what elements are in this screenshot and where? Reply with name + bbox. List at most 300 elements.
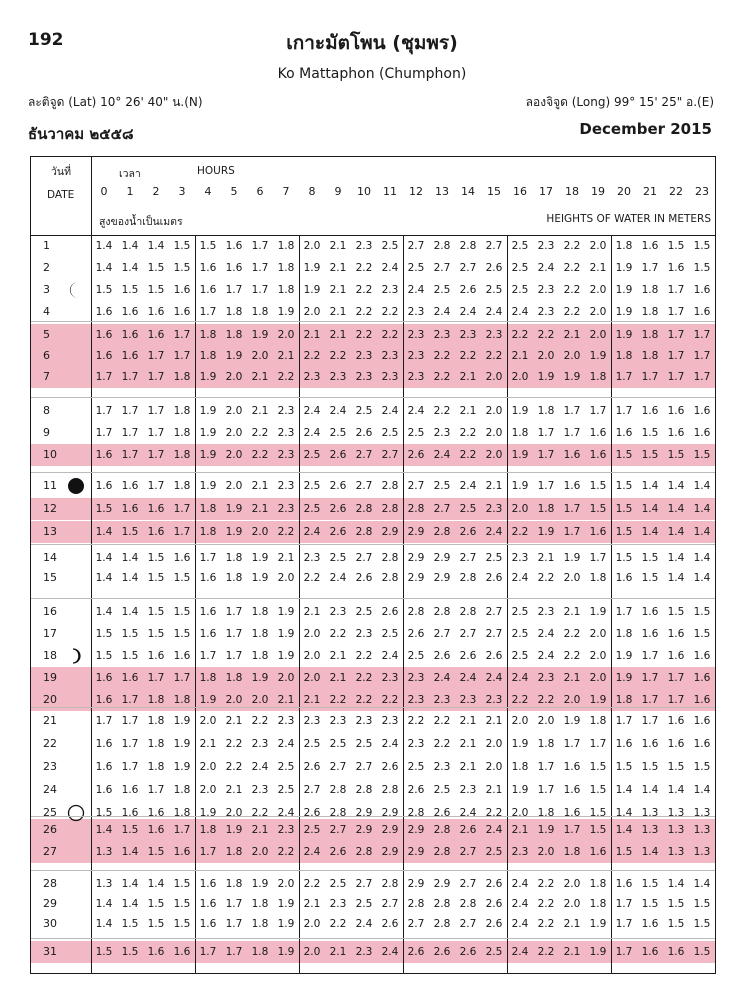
water-height-cell: 2.8 — [355, 846, 373, 858]
tide-table — [30, 156, 716, 974]
water-height-cell: 1.8 — [251, 628, 269, 640]
water-height-cell: 1.7 — [95, 405, 113, 417]
water-height-cell: 2.7 — [355, 878, 373, 890]
water-height-cell: 1.4 — [147, 240, 165, 252]
water-height-cell: 1.3 — [95, 878, 113, 890]
water-height-cell: 1.8 — [251, 946, 269, 958]
water-height-cell: 1.6 — [615, 572, 633, 584]
water-height-cell: 1.6 — [95, 672, 113, 684]
water-height-cell: 1.5 — [641, 572, 659, 584]
water-height-cell: 2.0 — [589, 240, 607, 252]
water-height-cell: 1.8 — [251, 918, 269, 930]
water-height-cell: 2.8 — [407, 503, 425, 515]
water-height-cell: 2.4 — [355, 918, 373, 930]
water-height-cell: 2.6 — [407, 628, 425, 640]
water-height-cell: 2.2 — [251, 807, 269, 819]
water-height-cell: 2.2 — [433, 715, 451, 727]
water-height-cell: 2.6 — [459, 824, 477, 836]
water-height-cell: 1.7 — [667, 694, 685, 706]
water-height-cell: 2.1 — [251, 503, 269, 515]
water-height-cell: 2.0 — [589, 672, 607, 684]
water-height-cell: 2.7 — [303, 784, 321, 796]
page-number: 192 — [28, 30, 64, 50]
water-height-cell: 2.5 — [381, 427, 399, 439]
water-height-cell: 2.0 — [511, 503, 529, 515]
water-height-cell: 2.8 — [433, 918, 451, 930]
water-height-cell: 2.1 — [459, 715, 477, 727]
water-height-cell: 1.8 — [589, 371, 607, 383]
water-height-cell: 1.5 — [615, 480, 633, 492]
water-height-cell: 2.3 — [381, 350, 399, 362]
water-height-cell: 1.8 — [511, 427, 529, 439]
water-height-cell: 1.6 — [693, 405, 711, 417]
water-height-cell: 1.8 — [537, 738, 555, 750]
water-height-cell: 2.1 — [251, 824, 269, 836]
water-height-cell: 1.6 — [95, 480, 113, 492]
water-height-cell: 1.7 — [121, 694, 139, 706]
water-height-cell: 1.8 — [147, 738, 165, 750]
grid-vertical-line — [91, 157, 92, 973]
water-height-cell: 1.8 — [173, 807, 191, 819]
day-number: 22 — [43, 737, 57, 750]
water-height-cell: 1.7 — [121, 371, 139, 383]
water-height-cell: 2.6 — [303, 761, 321, 773]
water-height-cell: 2.0 — [303, 918, 321, 930]
water-height-cell: 1.5 — [95, 807, 113, 819]
water-height-cell: 1.5 — [693, 761, 711, 773]
water-height-cell: 2.8 — [381, 878, 399, 890]
water-height-cell: 2.5 — [303, 480, 321, 492]
water-height-cell: 2.7 — [485, 628, 503, 640]
water-height-cell: 2.2 — [433, 350, 451, 362]
water-height-cell: 1.5 — [667, 606, 685, 618]
water-height-cell: 1.5 — [589, 784, 607, 796]
hour-label: 20 — [617, 185, 631, 198]
water-height-cell: 1.9 — [251, 329, 269, 341]
water-height-cell: 2.6 — [485, 262, 503, 274]
water-height-cell: 1.7 — [563, 526, 581, 538]
water-height-cell: 2.8 — [381, 552, 399, 564]
water-height-cell: 2.0 — [563, 694, 581, 706]
water-height-cell: 1.6 — [147, 650, 165, 662]
water-height-cell: 1.5 — [147, 262, 165, 274]
water-height-cell: 1.5 — [667, 449, 685, 461]
water-height-cell: 2.4 — [485, 672, 503, 684]
water-height-cell: 1.5 — [121, 284, 139, 296]
water-height-cell: 2.2 — [277, 846, 295, 858]
water-height-cell: 2.3 — [537, 606, 555, 618]
water-height-cell: 2.2 — [303, 878, 321, 890]
hour-label: 4 — [204, 185, 212, 198]
water-height-cell: 1.8 — [199, 672, 217, 684]
water-height-cell: 2.5 — [303, 449, 321, 461]
water-height-cell: 1.8 — [225, 878, 243, 890]
water-height-cell: 2.6 — [381, 918, 399, 930]
water-height-cell: 2.3 — [407, 672, 425, 684]
water-height-cell: 2.7 — [355, 480, 373, 492]
water-height-cell: 2.6 — [433, 946, 451, 958]
water-height-cell: 1.7 — [641, 672, 659, 684]
water-height-cell: 1.8 — [563, 846, 581, 858]
water-height-cell: 1.6 — [173, 552, 191, 564]
water-height-cell: 1.8 — [225, 329, 243, 341]
water-height-cell: 2.6 — [459, 946, 477, 958]
water-height-cell: 1.7 — [563, 427, 581, 439]
water-height-cell: 1.7 — [641, 650, 659, 662]
water-height-cell: 1.6 — [173, 306, 191, 318]
water-height-cell: 1.8 — [277, 284, 295, 296]
water-height-cell: 1.5 — [589, 761, 607, 773]
water-height-cell: 1.9 — [199, 449, 217, 461]
water-height-cell: 1.9 — [511, 405, 529, 417]
water-height-cell: 2.1 — [277, 694, 295, 706]
water-height-cell: 1.5 — [693, 606, 711, 618]
water-height-cell: 2.5 — [407, 262, 425, 274]
water-height-cell: 1.8 — [173, 405, 191, 417]
water-height-cell: 1.4 — [95, 606, 113, 618]
hour-label: 2 — [152, 185, 160, 198]
water-height-cell: 2.1 — [485, 784, 503, 796]
water-height-cell: 1.5 — [615, 846, 633, 858]
water-height-cell: 2.3 — [433, 694, 451, 706]
water-height-cell: 1.4 — [693, 784, 711, 796]
water-height-cell: 2.0 — [563, 878, 581, 890]
water-height-cell: 2.7 — [329, 824, 347, 836]
water-height-cell: 2.6 — [329, 526, 347, 538]
water-height-cell: 1.7 — [173, 526, 191, 538]
water-height-cell: 2.5 — [381, 240, 399, 252]
water-height-cell: 1.8 — [199, 503, 217, 515]
water-height-cell: 1.6 — [95, 738, 113, 750]
water-height-cell: 1.4 — [95, 526, 113, 538]
water-height-cell: 2.3 — [485, 503, 503, 515]
water-height-cell: 2.5 — [277, 784, 295, 796]
water-height-cell: 2.6 — [355, 572, 373, 584]
water-height-cell: 2.4 — [433, 449, 451, 461]
water-height-cell: 1.6 — [199, 918, 217, 930]
water-height-cell: 2.5 — [485, 552, 503, 564]
water-height-cell: 2.2 — [433, 738, 451, 750]
water-height-cell: 2.6 — [485, 898, 503, 910]
water-height-cell: 1.7 — [537, 784, 555, 796]
water-height-cell: 2.2 — [511, 329, 529, 341]
water-height-cell: 2.4 — [511, 898, 529, 910]
water-height-cell: 1.5 — [95, 650, 113, 662]
water-height-cell: 2.3 — [251, 784, 269, 796]
water-height-cell: 2.3 — [277, 503, 295, 515]
hour-label: 13 — [435, 185, 449, 198]
water-height-cell: 1.8 — [589, 715, 607, 727]
water-height-cell: 2.5 — [329, 427, 347, 439]
water-height-cell: 2.1 — [459, 761, 477, 773]
water-height-cell: 1.7 — [225, 918, 243, 930]
water-height-cell: 1.7 — [667, 371, 685, 383]
water-height-cell: 2.3 — [485, 694, 503, 706]
water-height-cell: 2.5 — [355, 606, 373, 618]
hour-label: 1 — [126, 185, 134, 198]
water-height-cell: 1.7 — [199, 306, 217, 318]
water-height-cell: 2.9 — [407, 526, 425, 538]
water-height-cell: 2.5 — [329, 738, 347, 750]
hour-label: 7 — [282, 185, 290, 198]
day-number: 14 — [43, 551, 57, 564]
water-height-cell: 2.6 — [407, 784, 425, 796]
water-height-cell: 1.6 — [667, 262, 685, 274]
water-height-cell: 1.5 — [173, 918, 191, 930]
water-height-cell: 2.2 — [329, 694, 347, 706]
water-height-cell: 1.6 — [641, 918, 659, 930]
water-height-cell: 2.4 — [511, 946, 529, 958]
water-height-cell: 2.0 — [225, 449, 243, 461]
water-height-cell: 1.6 — [199, 606, 217, 618]
water-height-cell: 2.6 — [329, 846, 347, 858]
water-height-cell: 2.4 — [485, 306, 503, 318]
water-height-cell: 1.6 — [693, 650, 711, 662]
water-height-cell: 2.9 — [433, 552, 451, 564]
water-height-cell: 2.6 — [433, 807, 451, 819]
water-height-cell: 1.7 — [147, 449, 165, 461]
water-height-cell: 2.1 — [459, 371, 477, 383]
water-height-cell: 1.6 — [121, 329, 139, 341]
water-height-cell: 2.7 — [433, 262, 451, 274]
water-height-cell: 2.6 — [459, 650, 477, 662]
water-height-cell: 1.6 — [589, 526, 607, 538]
water-height-cell: 1.6 — [667, 650, 685, 662]
water-height-cell: 1.6 — [225, 240, 243, 252]
water-height-cell: 1.5 — [121, 946, 139, 958]
water-height-cell: 1.5 — [693, 449, 711, 461]
water-height-cell: 1.7 — [667, 306, 685, 318]
water-height-cell: 1.4 — [121, 846, 139, 858]
water-height-cell: 1.6 — [173, 946, 191, 958]
water-height-cell: 1.5 — [173, 898, 191, 910]
water-height-cell: 2.1 — [251, 371, 269, 383]
water-height-cell: 2.0 — [537, 715, 555, 727]
water-height-cell: 2.3 — [433, 761, 451, 773]
water-height-cell: 1.7 — [615, 606, 633, 618]
water-height-cell: 2.3 — [407, 329, 425, 341]
water-height-cell: 1.9 — [589, 946, 607, 958]
water-height-cell: 2.1 — [563, 672, 581, 684]
day-number: 1 — [43, 239, 50, 252]
water-height-cell: 1.6 — [147, 824, 165, 836]
water-height-cell: 1.5 — [615, 552, 633, 564]
water-height-cell: 2.2 — [355, 672, 373, 684]
hour-label: 17 — [539, 185, 553, 198]
water-height-cell: 1.5 — [121, 526, 139, 538]
day-number: 9 — [43, 426, 50, 439]
water-height-cell: 2.9 — [381, 846, 399, 858]
water-height-cell: 2.2 — [225, 738, 243, 750]
first-quarter-moon-icon — [67, 281, 85, 299]
water-height-cell: 2.2 — [329, 350, 347, 362]
water-height-cell: 2.0 — [485, 405, 503, 417]
water-height-cell: 2.0 — [277, 878, 295, 890]
water-height-cell: 2.8 — [407, 898, 425, 910]
water-height-cell: 1.8 — [173, 371, 191, 383]
water-height-cell: 1.7 — [589, 552, 607, 564]
water-height-cell: 1.6 — [563, 807, 581, 819]
water-height-cell: 2.8 — [433, 526, 451, 538]
water-height-cell: 2.2 — [563, 284, 581, 296]
water-height-cell: 2.1 — [537, 552, 555, 564]
water-height-cell: 2.3 — [537, 306, 555, 318]
water-height-cell: 2.2 — [563, 262, 581, 274]
water-height-cell: 2.0 — [511, 715, 529, 727]
water-height-cell: 2.2 — [511, 526, 529, 538]
water-height-cell: 1.9 — [199, 480, 217, 492]
water-height-cell: 2.5 — [485, 946, 503, 958]
water-height-cell: 2.0 — [589, 650, 607, 662]
water-height-cell: 2.1 — [459, 405, 477, 417]
water-height-cell: 2.6 — [459, 284, 477, 296]
water-height-cell: 1.9 — [199, 807, 217, 819]
water-height-cell: 2.0 — [199, 761, 217, 773]
day-number: 30 — [43, 917, 57, 930]
water-height-cell: 2.1 — [303, 606, 321, 618]
water-height-cell: 1.6 — [667, 427, 685, 439]
water-height-cell: 2.2 — [563, 650, 581, 662]
water-height-cell: 1.6 — [199, 572, 217, 584]
water-height-cell: 2.0 — [563, 572, 581, 584]
water-height-cell: 1.8 — [147, 761, 165, 773]
water-height-cell: 1.4 — [95, 572, 113, 584]
water-height-cell: 2.4 — [329, 405, 347, 417]
water-height-cell: 2.1 — [303, 694, 321, 706]
group-divider — [31, 938, 715, 939]
water-height-cell: 1.6 — [199, 284, 217, 296]
water-height-cell: 2.5 — [329, 552, 347, 564]
water-height-cell: 2.0 — [511, 807, 529, 819]
water-height-cell: 1.9 — [251, 572, 269, 584]
water-height-cell: 1.7 — [147, 350, 165, 362]
water-height-cell: 1.6 — [95, 784, 113, 796]
water-height-cell: 1.6 — [667, 405, 685, 417]
water-height-cell: 1.5 — [693, 898, 711, 910]
water-height-cell: 2.9 — [407, 846, 425, 858]
water-height-cell: 2.2 — [537, 946, 555, 958]
water-height-cell: 1.3 — [693, 846, 711, 858]
hour-label: 16 — [513, 185, 527, 198]
water-height-cell: 1.4 — [693, 480, 711, 492]
water-height-cell: 2.2 — [303, 572, 321, 584]
water-height-cell: 1.4 — [693, 572, 711, 584]
water-height-cell: 2.4 — [381, 738, 399, 750]
water-height-cell: 2.1 — [563, 329, 581, 341]
water-height-cell: 2.6 — [407, 946, 425, 958]
water-height-cell: 2.4 — [485, 824, 503, 836]
water-height-cell: 2.7 — [355, 761, 373, 773]
water-height-cell: 1.4 — [95, 918, 113, 930]
water-height-cell: 2.7 — [459, 878, 477, 890]
water-height-cell: 1.3 — [641, 807, 659, 819]
water-height-cell: 2.3 — [407, 350, 425, 362]
water-height-cell: 1.3 — [693, 807, 711, 819]
water-height-cell: 2.5 — [511, 284, 529, 296]
water-height-cell: 2.4 — [329, 572, 347, 584]
water-height-cell: 2.9 — [407, 572, 425, 584]
water-height-cell: 2.0 — [303, 306, 321, 318]
hour-label: 5 — [230, 185, 238, 198]
water-height-cell: 2.2 — [355, 306, 373, 318]
water-height-cell: 1.9 — [277, 650, 295, 662]
water-height-cell: 2.5 — [459, 503, 477, 515]
hour-label: 19 — [591, 185, 605, 198]
water-height-cell: 2.2 — [251, 427, 269, 439]
water-height-cell: 2.4 — [459, 306, 477, 318]
water-height-cell: 1.9 — [225, 503, 243, 515]
water-height-cell: 1.4 — [641, 846, 659, 858]
water-height-cell: 2.5 — [355, 405, 373, 417]
group-divider — [31, 472, 715, 473]
water-height-cell: 2.9 — [381, 807, 399, 819]
water-height-cell: 2.8 — [433, 606, 451, 618]
water-height-cell: 2.7 — [355, 449, 373, 461]
group-divider — [31, 598, 715, 599]
grid-vertical-line — [299, 235, 300, 973]
water-height-cell: 2.2 — [355, 329, 373, 341]
water-height-cell: 1.4 — [95, 552, 113, 564]
day-number: 7 — [43, 370, 50, 383]
hour-label: 18 — [565, 185, 579, 198]
water-height-cell: 1.9 — [563, 715, 581, 727]
water-height-cell: 1.7 — [173, 503, 191, 515]
water-height-cell: 1.6 — [563, 761, 581, 773]
water-height-cell: 2.1 — [251, 480, 269, 492]
water-height-cell: 2.8 — [381, 503, 399, 515]
water-height-cell: 2.0 — [251, 694, 269, 706]
water-height-cell: 2.6 — [381, 606, 399, 618]
water-height-cell: 2.3 — [303, 371, 321, 383]
water-height-cell: 2.2 — [459, 350, 477, 362]
water-height-cell: 1.8 — [615, 350, 633, 362]
water-height-cell: 2.1 — [563, 606, 581, 618]
water-height-cell: 1.4 — [693, 878, 711, 890]
water-height-cell: 1.7 — [121, 427, 139, 439]
water-height-cell: 1.4 — [95, 898, 113, 910]
water-height-cell: 2.8 — [433, 898, 451, 910]
water-height-cell: 1.9 — [615, 306, 633, 318]
water-height-cell: 2.8 — [355, 503, 373, 515]
water-height-cell: 2.2 — [459, 427, 477, 439]
water-height-cell: 1.5 — [173, 628, 191, 640]
water-height-cell: 2.5 — [511, 628, 529, 640]
water-height-cell: 2.8 — [433, 824, 451, 836]
water-height-cell: 1.4 — [641, 784, 659, 796]
day-number: 15 — [43, 571, 57, 584]
water-height-cell: 1.6 — [173, 650, 191, 662]
water-height-cell: 1.9 — [173, 715, 191, 727]
water-height-cell: 2.9 — [355, 807, 373, 819]
water-height-cell: 1.9 — [173, 761, 191, 773]
water-height-cell: 2.5 — [511, 240, 529, 252]
water-height-cell: 1.9 — [511, 738, 529, 750]
water-height-cell: 1.8 — [641, 306, 659, 318]
water-height-cell: 1.6 — [693, 306, 711, 318]
hour-label: 23 — [695, 185, 709, 198]
water-height-cell: 2.1 — [329, 329, 347, 341]
water-height-cell: 2.8 — [407, 807, 425, 819]
water-height-cell: 1.7 — [693, 350, 711, 362]
water-height-cell: 1.5 — [615, 761, 633, 773]
grid-vertical-line — [403, 235, 404, 973]
hour-label: 14 — [461, 185, 475, 198]
water-height-cell: 1.5 — [121, 628, 139, 640]
water-height-cell: 1.7 — [173, 672, 191, 684]
water-height-cell: 2.6 — [433, 650, 451, 662]
water-height-cell: 1.8 — [225, 846, 243, 858]
water-height-cell: 2.4 — [459, 672, 477, 684]
